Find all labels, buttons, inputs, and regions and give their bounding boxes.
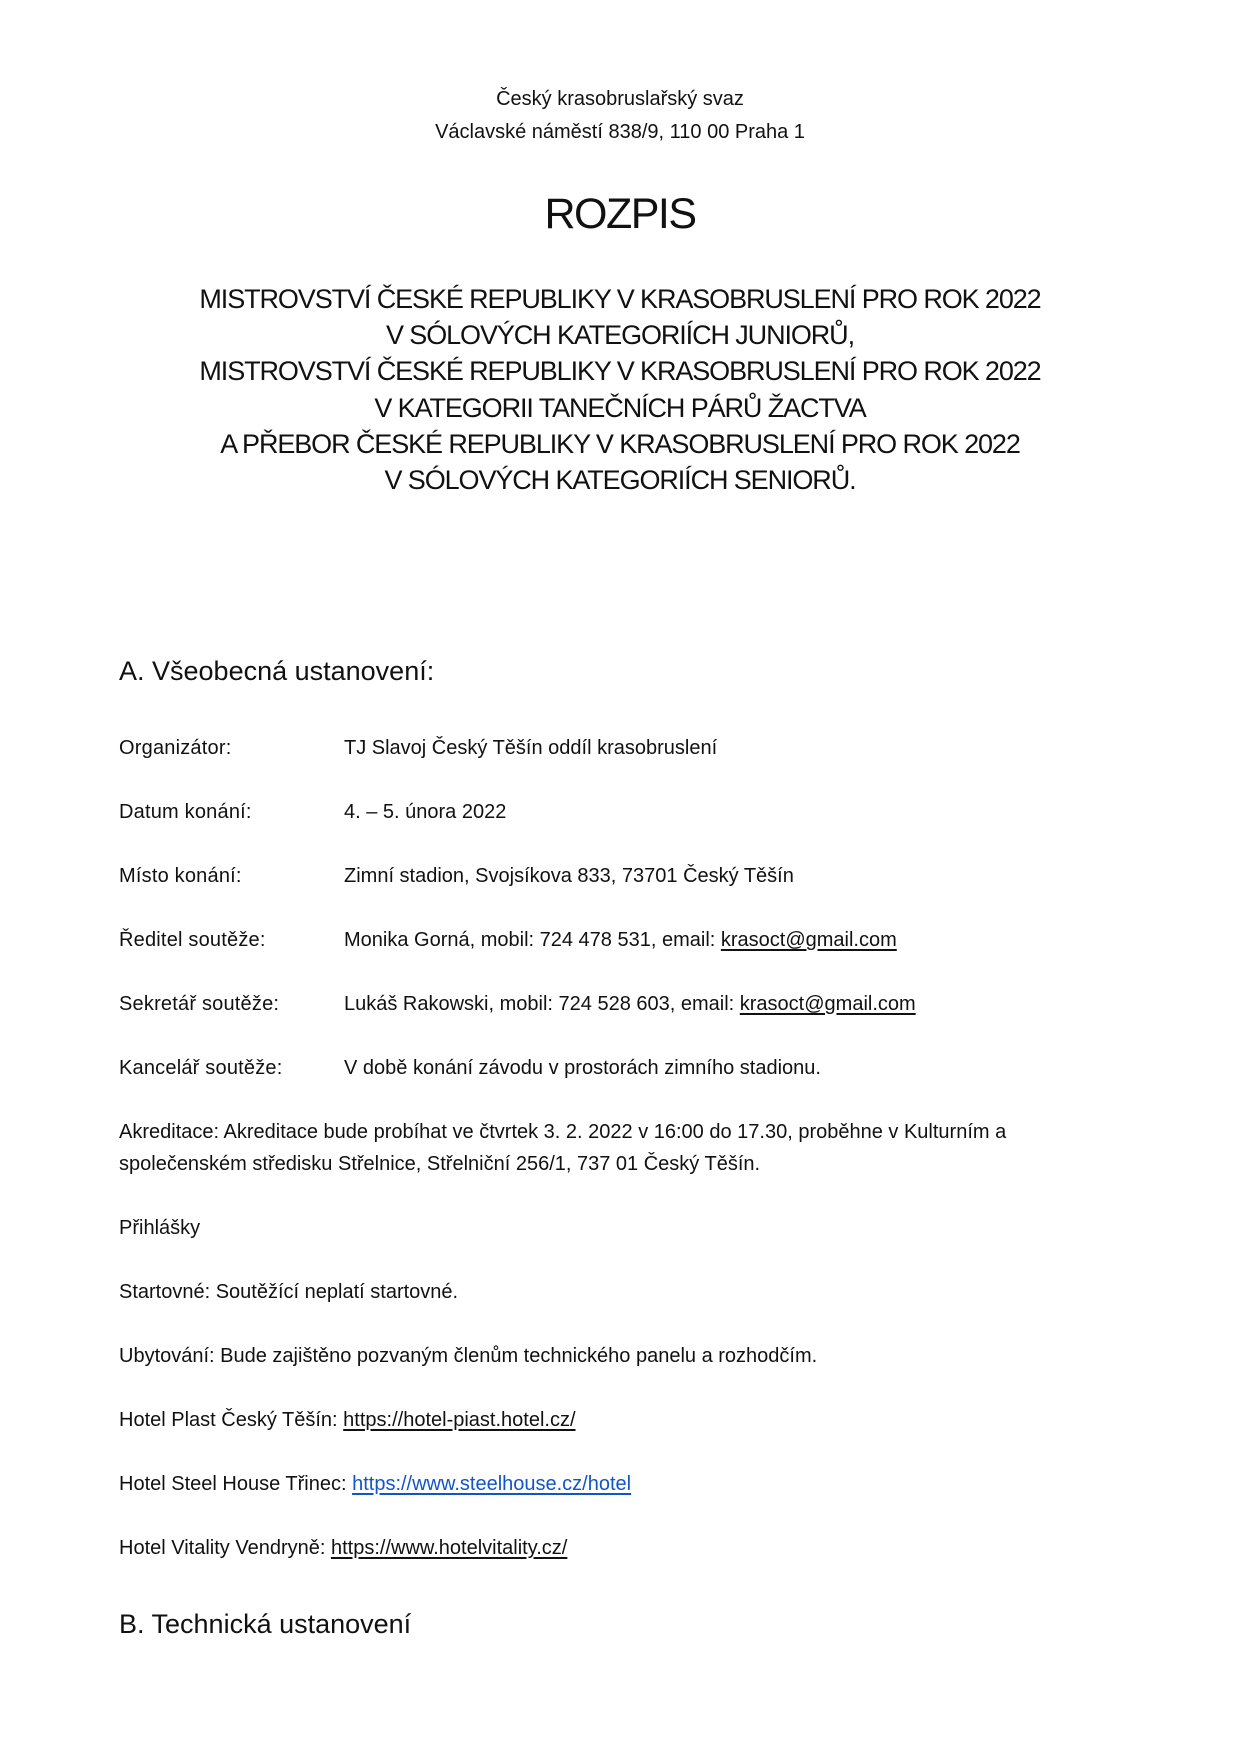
subtitle-line: V SÓLOVÝCH KATEGORIÍCH JUNIORŮ, (386, 320, 854, 350)
row-label-director: Ředitel soutěže: (119, 929, 266, 951)
subtitle-line: MISTROVSTVÍ ČESKÉ REPUBLIKY V KRASOBRUSLENÍ PRO ROK 2022 (199, 356, 1041, 386)
row-value-secretary (344, 993, 916, 1016)
hotel-url-link[interactable]: https://www.hotelvitality.cz/ (330, 1537, 568, 1559)
director-email-link[interactable]: krasoct@gmail.com (720, 929, 897, 951)
hotel-url-link[interactable]: https://www.steelhouse.cz/hotel (352, 1473, 632, 1495)
accommodation-text: Ubytování: Bude zajištěno pozvaným členům technického panelu a rozhodčím. (119, 1345, 818, 1367)
hotel-name: Hotel Steel House Třinec: (119, 1473, 353, 1495)
section-b-heading: B. Technická ustanovení (119, 1609, 412, 1639)
row-value-director (344, 929, 897, 952)
subtitle-line: V KATEGORII TANEČNÍCH PÁRŮ ŽACTVA (374, 393, 866, 423)
hotel-line (119, 1473, 631, 1496)
row-value-date: 4. – 5. února 2022 (344, 801, 507, 823)
row-label-date: Datum konání: (119, 801, 252, 823)
org-address: Václavské náměstí 838/9, 110 00 Praha 1 (435, 121, 805, 143)
section-a-heading: A. Všeobecná ustanovení: (119, 656, 435, 686)
row-value-venue: Zimní stadion, Svojsíkova 833, 73701 Český Těšín (344, 865, 794, 887)
subtitle-line: MISTROVSTVÍ ČESKÉ REPUBLIKY V KRASOBRUSLENÍ PRO ROK 2022 (199, 284, 1041, 314)
accreditation-line-2: společenském středisku Střelnice, Střelniční 256/1, 737 01 Český Těšín. (119, 1153, 761, 1175)
document-title: ROZPIS (544, 190, 696, 238)
secretary-contact: Lukáš Rakowski, mobil: 724 528 603, email: (344, 993, 740, 1015)
entry-fee-text: Startovné: Soutěžící neplatí startovné. (119, 1281, 459, 1303)
row-value-organizer: TJ Slavoj Český Těšín oddíl krasobruslení (344, 737, 718, 759)
row-value-office: V době konání závodu v prostorách zimního stadionu. (344, 1057, 821, 1079)
row-label-secretary: Sekretář soutěže: (119, 993, 280, 1015)
registrations-label: Přihlášky (119, 1217, 201, 1239)
row-label-office: Kancelář soutěže: (119, 1057, 283, 1079)
hotel-name: Hotel Vitality Vendryně: (119, 1537, 331, 1559)
subtitle-line: V SÓLOVÝCH KATEGORIÍCH SENIORŮ. (384, 465, 856, 495)
hotel-url-link[interactable]: https://hotel-piast.hotel.cz/ (343, 1409, 576, 1431)
accreditation-line-1: Akreditace: Akreditace bude probíhat ve čtvrtek 3. 2. 2022 v 16:00 do 17.30, proběhne v Kulturním a (119, 1121, 1007, 1143)
org-name: Český krasobruslařský svaz (496, 88, 744, 110)
secretary-email-link[interactable]: krasoct@gmail.com (739, 993, 916, 1015)
hotel-line (119, 1537, 567, 1560)
subtitle-line: A PŘEBOR ČESKÉ REPUBLIKY V KRASOBRUSLENÍ PRO ROK 2022 (220, 429, 1020, 459)
hotel-line (119, 1409, 576, 1432)
row-label-organizer: Organizátor: (119, 737, 232, 759)
hotel-name: Hotel Plast Český Těšín: (119, 1409, 344, 1431)
row-label-venue: Místo konání: (119, 865, 242, 887)
director-contact: Monika Gorná, mobil: 724 478 531, email: (344, 929, 721, 951)
